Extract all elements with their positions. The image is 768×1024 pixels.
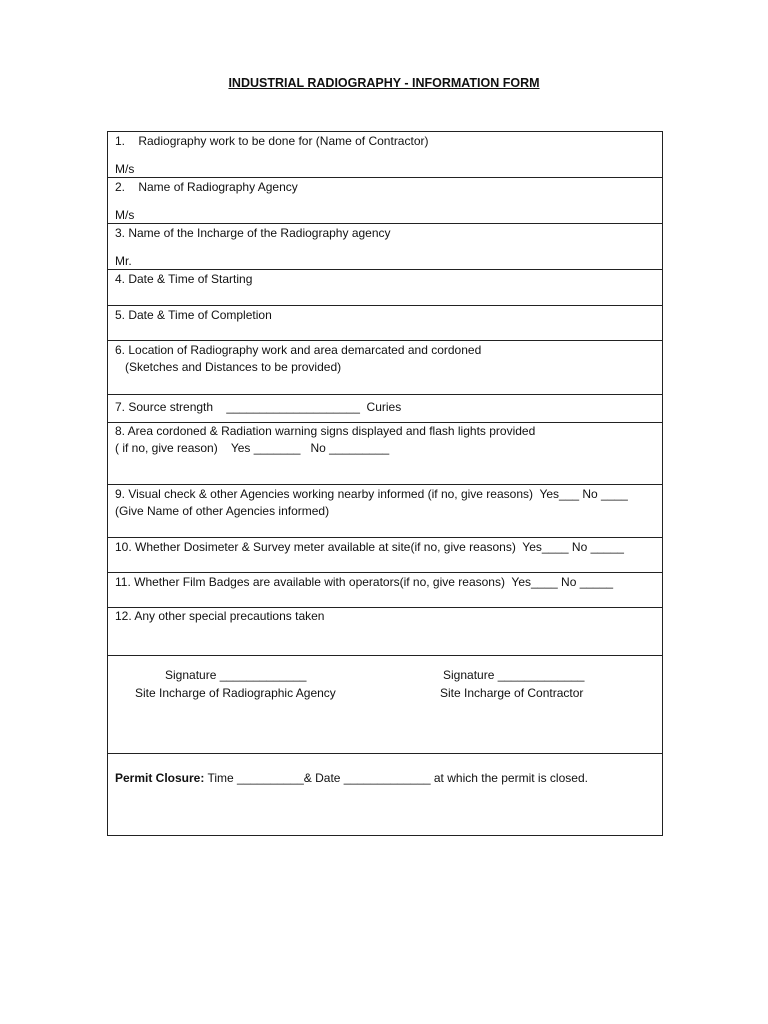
row-11-label: 11. Whether Film Badges are available with operators(if no, give reasons) Yes____ No _____ xyxy=(115,575,614,589)
row-10-label: 10. Whether Dosimeter & Survey meter available at site(if no, give reasons) Yes____ No _____ xyxy=(115,540,624,554)
row-location xyxy=(108,341,662,395)
row-contractor xyxy=(108,132,662,178)
row-film-badges xyxy=(108,573,662,608)
row-3-value: Mr. xyxy=(115,254,132,268)
form-title: INDUSTRIAL RADIOGRAPHY - INFORMATION FORM xyxy=(228,76,540,90)
row-2-value: M/s xyxy=(115,208,135,222)
row-4-label: 4. Date & Time of Starting xyxy=(115,272,253,286)
right-signature-line: Signature _____________ xyxy=(443,668,585,682)
form-table xyxy=(107,131,663,836)
permit-closure-section xyxy=(108,754,662,835)
row-6-note: (Sketches and Distances to be provided) xyxy=(115,360,342,374)
row-7-label: 7. Source strength ____________________ Curies xyxy=(115,400,402,414)
signature-section xyxy=(108,656,662,754)
permit-closure-fields: Time __________& Date _____________ at which the permit is closed. xyxy=(204,771,588,785)
row-8-answer: ( if no, give reason) Yes _______ No _________ xyxy=(115,441,390,455)
row-9-label: 9. Visual check & other Agencies working nearby informed (if no, give reasons) Yes___ No ____ xyxy=(115,487,628,501)
left-signature-role: Site Incharge of Radiographic Agency xyxy=(135,686,336,700)
row-5-label: 5. Date & Time of Completion xyxy=(115,308,272,322)
row-start-time xyxy=(108,270,662,306)
permit-closure-text xyxy=(115,770,588,787)
row-agency xyxy=(108,178,662,224)
row-precautions xyxy=(108,608,662,656)
row-incharge xyxy=(108,224,662,270)
row-visual-check xyxy=(108,485,662,538)
row-6-label: 6. Location of Radiography work and area demarcated and cordoned xyxy=(115,343,482,357)
row-3-label: 3. Name of the Incharge of the Radiography agency xyxy=(115,226,391,240)
row-9-note: (Give Name of other Agencies informed) xyxy=(115,504,330,518)
row-12-label: 12. Any other special precautions taken xyxy=(115,609,325,623)
left-signature-line: Signature _____________ xyxy=(165,668,307,682)
right-signature-role: Site Incharge of Contractor xyxy=(440,686,584,700)
row-area-cordoned xyxy=(108,423,662,485)
row-1-value: M/s xyxy=(115,162,135,176)
row-completion-time xyxy=(108,306,662,341)
row-1-label: 1. Radiography work to be done for (Name of Contractor) xyxy=(115,134,429,148)
row-source-strength xyxy=(108,395,662,423)
row-8-label: 8. Area cordoned & Radiation warning signs displayed and flash lights provided xyxy=(115,424,536,438)
row-2-label: 2. Name of Radiography Agency xyxy=(115,180,298,194)
permit-closure-label: Permit Closure: xyxy=(115,771,205,785)
row-dosimeter xyxy=(108,538,662,573)
